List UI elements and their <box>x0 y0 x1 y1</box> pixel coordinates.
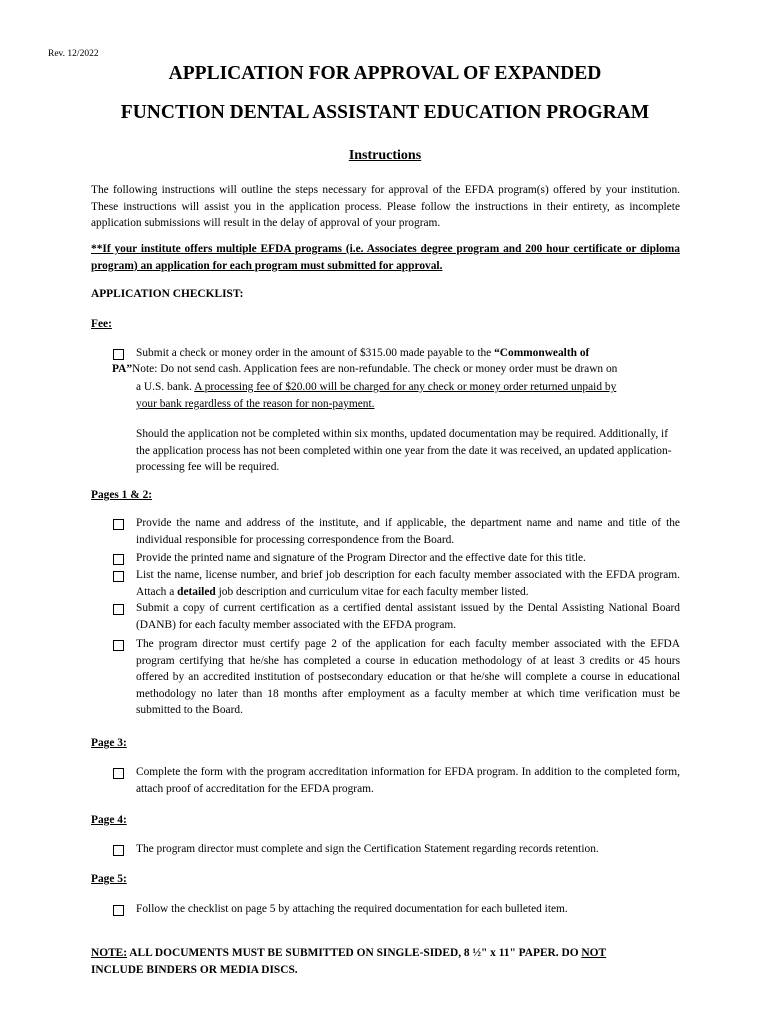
fee-processing-text: A processing fee of $20.00 will be charged for any check or money order returned unpaid by <box>194 381 617 393</box>
fee-payee-part2: PA” <box>112 363 133 375</box>
checklist-heading: APPLICATION CHECKLIST: <box>91 288 244 300</box>
instructions-heading: Instructions <box>348 148 422 163</box>
page-3-item-1-checkbox[interactable] <box>113 768 124 779</box>
fee-line-4: your bank regardless of the reason for non-payment. <box>136 398 375 410</box>
pages-1-2-item-5: The program director must certify page 2 of the application for each faculty member associated with the EFDA program certifying that he/she has completed a course in education methodology of at least 3 credits or 45 hours offered by an accredited institution of postsecondary education or that he/she will complete a course in educational methodology no later than 18 months after employment as a faculty member at which time verification must be submitted to the Board. <box>136 638 680 717</box>
fee-payee-part1: “Commonwealth of <box>494 347 590 359</box>
pages-1-2-item-2: Provide the printed name and signature of the Program Director and the effective date for this title. <box>136 552 586 564</box>
fee-line-1 <box>136 345 589 362</box>
pages-1-2-item-3 <box>136 567 680 600</box>
revision-label: Rev. 12/2022 <box>48 49 99 59</box>
pages-1-2-heading: Pages 1 & 2: <box>91 489 153 501</box>
title-line-1: APPLICATION FOR APPROVAL OF EXPANDED <box>168 63 602 84</box>
item-3-text-post: job description and curriculum vitae for each faculty member listed. <box>215 585 529 598</box>
pages-1-2-item-1: Provide the name and address of the institute, and if applicable, the department name and name and title of the individual responsible for processing correspondence from the Board. <box>136 517 680 546</box>
page-4-heading: Page 4: <box>91 814 127 826</box>
item-3-text-bold: detailed <box>177 585 216 598</box>
fee-heading: Fee: <box>91 318 112 330</box>
item-3-text-pre: List the name, license number, and brief job description for each faculty member associated with the EFDA program. Attach a <box>136 569 680 598</box>
final-note-not: NOT <box>581 947 607 959</box>
pages-1-2-item-4-checkbox[interactable] <box>113 604 124 615</box>
page-4-item-1-checkbox[interactable] <box>113 845 124 856</box>
final-note-line-2: INCLUDE BINDERS OR MEDIA DISCS. <box>91 964 298 976</box>
multiple-programs-note: **If your institute offers multiple EFDA programs (i.e. Associates degree program and 200 hour certificate or diploma program) an application for each program must submitted for approval. <box>91 243 680 272</box>
fee-line-3 <box>136 379 616 396</box>
pages-1-2-item-1-checkbox[interactable] <box>113 519 124 530</box>
intro-paragraph: The following instructions will outline the steps necessary for approval of the EFDA program(s) offered by your institution. These instructions will assist you in the application process. Please follow the instructions in their entirety, as incomplete application submissions will result in the delay of approval of your program. <box>91 184 680 230</box>
pages-1-2-item-3-checkbox[interactable] <box>113 571 124 582</box>
pages-1-2-item-2-checkbox[interactable] <box>113 554 124 565</box>
fee-note: Note: Do not send cash. Application fees are non-refundable. The check or money order must be drawn on <box>132 363 618 375</box>
final-note-text: ALL DOCUMENTS MUST BE SUBMITTED ON SINGLE-SIDED, 8 ½" x 11" PAPER. DO <box>127 947 582 959</box>
pages-1-2-item-5-checkbox[interactable] <box>113 640 124 651</box>
page-5-item-1-checkbox[interactable] <box>113 905 124 916</box>
title-line-2: FUNCTION DENTAL ASSISTANT EDUCATION PROGRAM <box>120 102 650 123</box>
fee-checkbox[interactable] <box>113 349 124 360</box>
page-3-item-1: Complete the form with the program accreditation information for EFDA program. In addition to the completed form, attach proof of accreditation for the EFDA program. <box>136 766 680 795</box>
fee-paragraph-2: Should the application not be completed within six months, updated documentation may be required. Additionally, if the application process has not been completed within one year from the date it was received, an updated application-processing fee will be required. <box>136 428 672 474</box>
page-4-item-1: The program director must complete and sign the Certification Statement regarding records retention. <box>136 843 599 855</box>
final-note-label: NOTE: <box>91 947 128 959</box>
final-note-line-1 <box>91 945 606 962</box>
fee-bank-text: a U.S. bank. <box>136 381 195 393</box>
fee-line-1-text: Submit a check or money order in the amount of $315.00 made payable to the <box>136 347 495 359</box>
pages-1-2-item-4: Submit a copy of current certification as a certified dental assistant issued by the Dental Assisting National Board (DANB) for each faculty member associated with the EFDA program. <box>136 602 680 631</box>
page-5-item-1: Follow the checklist on page 5 by attaching the required documentation for each bulleted item. <box>136 903 568 915</box>
page-3-heading: Page 3: <box>91 737 127 749</box>
page-5-heading: Page 5: <box>91 873 127 885</box>
fee-line-2 <box>112 361 617 378</box>
